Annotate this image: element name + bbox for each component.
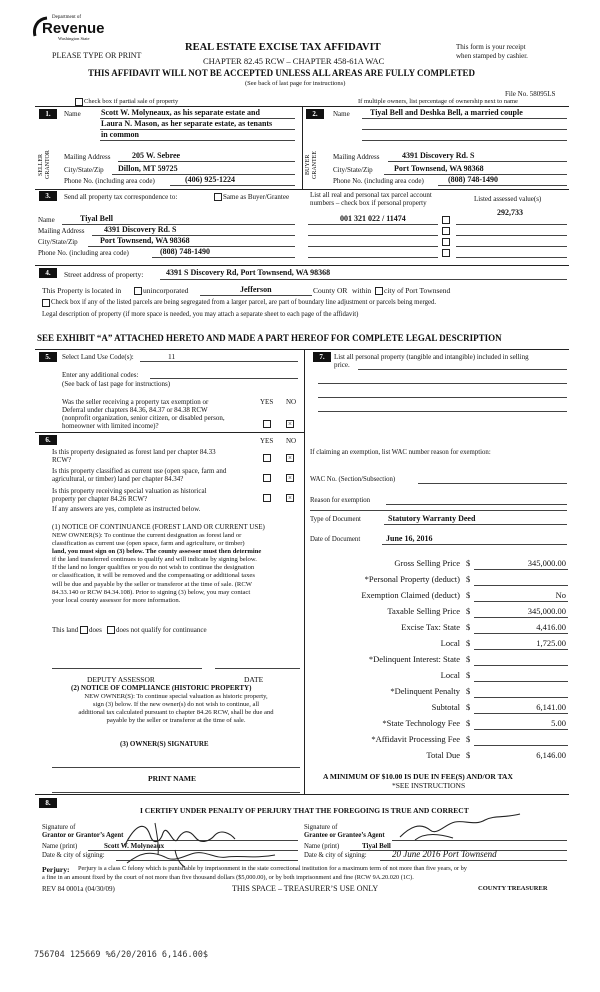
- notice1-body: [52, 532, 300, 605]
- seller-mailing-label: Mailing Address: [64, 153, 111, 161]
- current-use-no-checkbox[interactable]: ×: [286, 474, 294, 482]
- tax-city-label: City/State/Zip: [38, 238, 78, 246]
- city-of-value: city of Port Townsend: [384, 286, 451, 295]
- unincorporated-checkbox[interactable]: [134, 287, 142, 295]
- calc-currency: $: [466, 734, 471, 744]
- buyer-mailing-label: Mailing Address: [333, 153, 380, 161]
- doc-date-label: Date of Document: [310, 536, 361, 543]
- warning-text: THIS AFFIDAVIT WILL NOT BE ACCEPTED UNLESS ALL AREAS ARE FULLY COMPLETED: [88, 68, 476, 78]
- parcel-rule-4: [308, 257, 438, 258]
- deputy-sig-rule: [52, 668, 202, 669]
- please-type: PLEASE TYPE OR PRINT: [52, 51, 142, 60]
- assessed-value[interactable]: 292,733: [497, 208, 523, 217]
- exemption-q-line4: homeowner with limited income)?: [62, 422, 159, 430]
- calc-value-subtotal[interactable]: 6,141.00: [536, 702, 566, 712]
- sec5-see-back: (See back of last page for instructions): [62, 380, 171, 388]
- seller-side-label-2: GRANTOR: [45, 150, 51, 180]
- grantee-print-label: Name (print): [304, 843, 340, 850]
- calc-value-taxable[interactable]: 345,000.00: [527, 606, 566, 616]
- personal-prop-rule-4: [318, 411, 567, 412]
- grantor-sig-label-2: Grantor or Grantor’s Agent: [42, 832, 124, 839]
- receipt-note-1: This form is your receipt: [456, 43, 526, 51]
- current-use-q-line1: Is this property classified as current use (open space, farm and: [52, 467, 227, 475]
- calc-value-tech-fee[interactable]: 5.00: [551, 718, 566, 728]
- section-1-number: 1.: [39, 109, 57, 119]
- notice2-line: payable by the seller or transferor at the time of sale.: [106, 717, 246, 725]
- land-use-rule: [140, 361, 298, 362]
- notice1-line: land, you must sign on (3) below. The county assessor must then determine: [52, 548, 262, 556]
- print-name-label: PRINT NAME: [148, 774, 196, 783]
- tax-name-label: Name: [38, 216, 55, 224]
- notice2-title: (2) NOTICE OF COMPLIANCE (HISTORIC PROPERTY): [71, 684, 252, 692]
- calc-rule: [474, 585, 568, 586]
- county-treasurer: COUNTY TREASURER: [478, 885, 548, 892]
- buyer-phone-value[interactable]: (808) 748-1490: [448, 175, 498, 184]
- seller-city-label: City/State/Zip: [64, 166, 104, 174]
- parcel-list-label-2: numbers – check box if personal property: [310, 199, 427, 207]
- treasurer-stamp: 756704 125669 %6/20/2016 6,146.00$: [34, 950, 208, 960]
- personal-prop-label-1: List all personal property (tangible and intangible) included in selling: [334, 353, 529, 361]
- perjury-line2: a fine in an amount fixed by the court of not more than five thousand dollars ($5,000.00), or by both imprisonment and fine (RCW 9A.20.020 (1C).: [42, 874, 414, 881]
- tax-corr-label: Send all property tax correspondence to:: [64, 193, 178, 201]
- exhibit-text: SEE EXHIBIT “A” ATTACHED HERETO AND MADE A PART HEREOF FOR COMPLETE LEGAL DESCRIPTION: [37, 333, 502, 343]
- personal-prop-rule-1: [358, 369, 567, 370]
- logo-line1: Department of: [52, 15, 82, 20]
- divider-sec5-7: [304, 349, 305, 794]
- land-does-checkbox[interactable]: [80, 626, 88, 634]
- tax-city-value[interactable]: Port Townsend, WA 98368: [100, 236, 190, 245]
- same-as-buyer-label: Same as Buyer/Grantee: [223, 193, 290, 201]
- calc-value-total[interactable]: 6,146.00: [536, 750, 566, 760]
- forest-no-checkbox[interactable]: ×: [286, 454, 294, 462]
- calc-currency: $: [466, 750, 471, 760]
- tax-phone-label: Phone No. (including area code): [38, 249, 129, 257]
- street-label: Street address of property:: [64, 270, 144, 279]
- seller-phone-value[interactable]: (406) 925-1224: [185, 175, 235, 184]
- reason-rule-1: [386, 504, 567, 505]
- notice2-body: [48, 693, 304, 725]
- exemption-yes-checkbox[interactable]: [263, 420, 271, 428]
- calc-label-processing-fee: *Affidavit Processing Fee: [371, 734, 460, 744]
- within-label: within: [352, 286, 372, 295]
- sec6-yes-header: YES: [260, 437, 274, 445]
- section-5-number: 5.: [39, 352, 57, 362]
- grantee-date-rule: [380, 860, 567, 861]
- street-rule: [160, 279, 567, 280]
- calc-rule: [474, 601, 568, 602]
- calc-label-excise-state: Excise Tax: State: [401, 622, 460, 632]
- calc-value-excise-local[interactable]: 1,725.00: [536, 638, 566, 648]
- buyer-city-label: City/State/Zip: [333, 166, 373, 174]
- seller-name-line3[interactable]: in common: [101, 130, 139, 139]
- parcel-3-personal-checkbox[interactable]: [442, 238, 450, 246]
- tax-name-value[interactable]: Tiyal Bell: [80, 214, 113, 223]
- doc-type-label: Type of Document: [310, 516, 361, 523]
- forest-q-line1: Is this property designated as forest land per chapter 84.33: [52, 448, 216, 456]
- seller-name-label: Name: [64, 110, 81, 118]
- exemption-claim-label: If claiming an exemption, list WAC number reason for exemption:: [310, 449, 491, 456]
- rule-top-sec6: [35, 432, 305, 433]
- assessed-label: Listed assessed value(s): [474, 195, 542, 203]
- rule-top-sec8: [35, 794, 569, 795]
- partial-sale-checkbox[interactable]: [75, 98, 83, 106]
- buyer-mailing-rule: [388, 161, 567, 162]
- land-use-label: Select Land Use Code(s):: [62, 353, 134, 361]
- calc-label-penalty: *Delinquent Penalty: [390, 686, 460, 696]
- buyer-name-value[interactable]: Tiyal Bell and Deshka Bell, a married couple: [370, 108, 523, 117]
- buyer-side-label-2: GRANTEE: [312, 151, 318, 179]
- tax-mailing-value[interactable]: 4391 Discovery Rd. S: [104, 225, 177, 234]
- tax-calculation: [306, 558, 568, 758]
- notice2-line: additional tax calculated pursuant to chapter 84.26 RCW, shall be due and: [78, 709, 274, 717]
- exemption-q-line2: Deferral under chapters 84.36, 84.37 or 84.38 RCW: [62, 406, 208, 414]
- grantee-signature-icon: [395, 812, 525, 842]
- doc-type-value[interactable]: Statutory Warranty Deed: [388, 514, 476, 523]
- seller-side-label: [38, 143, 52, 187]
- logo-word: Revenue: [42, 20, 105, 37]
- calc-rule: [474, 665, 568, 666]
- sec5-yes-header: YES: [260, 398, 274, 406]
- calc-rule: [474, 681, 568, 682]
- notice1-line: If the land no longer qualifies or you do not wish to continue the designation: [52, 564, 255, 572]
- notice1-line: 84.33.140 or RCW 84.34.108). Prior to signing (3) below, you may contact: [52, 588, 251, 596]
- buyer-mailing-value[interactable]: 4391 Discovery Rd. S: [402, 151, 475, 160]
- calc-rule: [474, 633, 568, 634]
- buyer-city-value[interactable]: Port Townsend, WA 98368: [394, 164, 484, 173]
- tax-name-rule: [62, 224, 295, 225]
- additional-codes-rule: [150, 378, 298, 379]
- notice1-line: will be due and payable by the seller or transferor at the time of sale. (RCW: [52, 580, 252, 588]
- land-use-value[interactable]: 11: [168, 352, 176, 361]
- notice1-line: or classification, it will be removed and the compensating or additional taxes: [52, 572, 255, 580]
- seller-name-line3-rule: [100, 140, 295, 141]
- tax-phone-rule: [152, 257, 295, 258]
- grantee-sig-label-2: Grantee or Grantee’s Agent: [304, 832, 385, 839]
- calc-label-total: Total Due: [426, 750, 460, 760]
- calc-rule: [474, 697, 568, 698]
- owner-sig-label: (3) OWNER(S) SIGNATURE: [120, 740, 209, 748]
- calc-currency: $: [466, 718, 471, 728]
- reason-label: Reason for exemption: [310, 497, 371, 504]
- doc-date-rule: [382, 544, 567, 545]
- seller-mailing-value[interactable]: 205 W. Sebree: [132, 151, 181, 160]
- multiple-owners-note: If multiple owners, list percentage of ownership next to name: [358, 98, 518, 105]
- grantor-signature-icon: [115, 815, 295, 870]
- street-value[interactable]: 4391 S Discovery Rd, Port Townsend, WA 98368: [166, 268, 331, 277]
- personal-prop-rule-2: [318, 383, 567, 384]
- certify-text: I CERTIFY UNDER PENALTY OF PERJURY THAT THE FOREGOING IS TRUE AND CORRECT: [140, 806, 469, 815]
- personal-prop-label-2: price.: [334, 361, 350, 369]
- buyer-side-label-1: BUYER: [305, 154, 311, 176]
- notice1-line: NEW OWNER(S): To continue the current designation as forest land or: [52, 532, 242, 539]
- grantor-date-label: Date & city of signing:: [42, 852, 105, 859]
- calc-rule: [474, 713, 568, 714]
- exemption-q-line3: (nonprofit organization, senior citizen, or disabled person,: [62, 414, 225, 422]
- if-yes-note: If any answers are yes, complete as instructed below.: [52, 505, 201, 513]
- assessed-rule-3: [456, 246, 567, 247]
- within-city-checkbox[interactable]: [375, 287, 383, 295]
- grantee-sig-label-1: Signature of: [304, 824, 338, 831]
- notice2-line: sign (3) below. If the new owner(s) do not wish to continue, all: [92, 701, 260, 709]
- tax-phone-value[interactable]: (808) 748-1490: [160, 247, 210, 256]
- current-use-q-line2: agricultural, or timber) land per chapter 84.34?: [52, 475, 184, 483]
- segregated-checkbox[interactable]: [42, 299, 50, 307]
- sec6-no-header: NO: [286, 437, 297, 445]
- section-6-number: 6.: [39, 435, 57, 445]
- parcel-1-personal-checkbox[interactable]: [442, 216, 450, 224]
- historic-no-checkbox[interactable]: ×: [286, 494, 294, 502]
- calc-label-taxable: Taxable Selling Price: [387, 606, 460, 616]
- grantor-print-value[interactable]: Scott W. Molyneaux: [104, 842, 165, 850]
- minimum-due-note: A MINIMUM OF $10.00 IS DUE IN FEE(S) AND/OR TAX: [323, 772, 513, 781]
- seller-side-label-1: SELLER: [38, 154, 44, 176]
- parcel-rule-2: [308, 235, 438, 236]
- grantor-sig-label-1: Signature of: [42, 824, 76, 831]
- grantee-print-value[interactable]: Tiyal Bell: [362, 842, 391, 850]
- seller-phone-rule: [170, 185, 295, 186]
- notice1-line: classification as current use (open space, farm and agriculture, or timber): [52, 540, 245, 548]
- assessed-rule-4: [456, 257, 567, 258]
- legal-desc-label: Legal description of property (if more space is needed, you may attach a separate sheet to each page of the affidavit): [42, 311, 359, 318]
- section-7-number: 7.: [313, 352, 331, 362]
- buyer-name-rule-2: [362, 129, 567, 130]
- form-chapter: CHAPTER 82.45 RCW – CHAPTER 458-61A WAC: [203, 56, 385, 66]
- rule-top-sec3: [35, 189, 569, 190]
- deputy-date-label: DATE: [244, 675, 264, 684]
- file-number: File No. 58095LS: [505, 90, 556, 98]
- exemption-q-line1: Was the seller receiving a property tax exemption or: [62, 398, 209, 406]
- calc-label-interest-local: Local: [440, 670, 460, 680]
- calc-value-exemption[interactable]: No: [555, 590, 566, 600]
- unincorporated-label: unincorporated: [143, 286, 189, 295]
- rule-top-sec4: [35, 265, 569, 266]
- buyer-name-label: Name: [333, 110, 350, 118]
- calc-rule: [474, 745, 568, 746]
- buyer-name-rule-1: [362, 118, 567, 119]
- seller-phone-label: Phone No. (including area code): [64, 177, 155, 185]
- county-rule: [200, 295, 312, 296]
- same-as-buyer-checkbox[interactable]: [214, 193, 222, 201]
- grantor-print-label: Name (print): [42, 843, 78, 850]
- notice1-line: your local county assessor for more information.: [52, 596, 181, 604]
- located-text: This Property is located in: [42, 286, 122, 295]
- this-land-label: This land: [52, 626, 79, 634]
- buyer-phone-rule: [438, 185, 567, 186]
- calc-currency: $: [466, 558, 471, 568]
- buyer-side-label: [305, 143, 319, 187]
- parcel-list-label-1: List all real and personal tax parcel account: [310, 191, 432, 199]
- land-does-not-checkbox[interactable]: [107, 626, 115, 634]
- exemption-no-checkbox[interactable]: ×: [286, 420, 294, 428]
- section-8-number: 8.: [39, 798, 57, 808]
- deputy-assessor-label: DEPUTY ASSESSOR: [87, 675, 155, 684]
- additional-codes-label: Enter any additional codes:: [62, 371, 139, 379]
- calc-currency: $: [466, 654, 471, 664]
- tax-mailing-label: Mailing Address: [38, 227, 85, 235]
- rev-number: REV 84 0001a (04/30/09): [42, 885, 115, 893]
- form-title: REAL ESTATE EXCISE TAX AFFIDAVIT: [185, 42, 381, 53]
- doc-date-value[interactable]: June 16, 2016: [386, 534, 433, 543]
- deputy-date-rule: [215, 668, 300, 669]
- section-2-number: 2.: [306, 109, 324, 119]
- wac-label: WAC No. (Section/Subsection): [310, 476, 396, 483]
- perjury-line1: Perjury is a class C felony which is punishable by imprisonment in the state correctional institution for a maximum term of not more than five years, or by: [78, 865, 467, 872]
- seller-name-line1[interactable]: Scott W. Molyneaux, as his separate estate and: [101, 108, 260, 117]
- treasurer-space: THIS SPACE – TREASURER’S USE ONLY: [232, 884, 379, 893]
- calc-currency: $: [466, 622, 471, 632]
- calc-label-gross: Gross Selling Price: [394, 558, 460, 568]
- notice1-line: if the land transferred continues to qualify and will indicate by signing below.: [52, 556, 257, 564]
- see-instructions-note: *SEE INSTRUCTIONS: [392, 781, 466, 790]
- historic-q-line1: Is this property receiving special valuation as historical: [52, 487, 207, 495]
- rule-top-sec5: [35, 349, 569, 350]
- grantee-date-label: Date & city of signing:: [304, 852, 367, 859]
- seller-name-line2[interactable]: Laura N. Mason, as her separate estate, as tenants: [101, 119, 273, 128]
- calc-label-exemption: Exemption Claimed (deduct): [361, 590, 460, 600]
- calc-label-personal: *Personal Property (deduct): [364, 574, 460, 584]
- owner-sig-rule: [52, 767, 300, 768]
- section-4-number: 4.: [39, 268, 57, 278]
- assessed-rule-1: [456, 224, 567, 225]
- calc-currency: $: [466, 606, 471, 616]
- seller-city-value[interactable]: Dillon, MT 59725: [118, 164, 178, 173]
- historic-q-line2: property per chapter 84.26 RCW?: [52, 495, 148, 503]
- receipt-note-2: when stamped by cashier.: [456, 52, 528, 60]
- calc-rule: [474, 569, 568, 570]
- county-or-label: County OR: [313, 286, 348, 295]
- parcel-rule-3: [308, 246, 438, 247]
- grantee-date-city-value[interactable]: 20 June 2016 Port Townsend: [392, 849, 497, 859]
- calc-currency: $: [466, 670, 471, 680]
- calc-currency: $: [466, 638, 471, 648]
- calc-value-gross[interactable]: 345,000.00: [527, 558, 566, 568]
- seller-mailing-rule: [118, 161, 295, 162]
- partial-sale-label: Check box if partial sale of property: [84, 98, 179, 105]
- segregated-label: Check box if any of the listed parcels are being segregated from a larger parcel, are part of boundary line adjustment or parcels being merged.: [51, 299, 437, 306]
- current-use-yes-checkbox[interactable]: [263, 474, 271, 482]
- print-name-rule: [52, 792, 300, 793]
- calc-currency: $: [466, 590, 471, 600]
- wac-rule: [418, 483, 567, 484]
- parcel-number[interactable]: 001 321 022 / 11474: [340, 214, 406, 223]
- calc-currency: $: [466, 574, 471, 584]
- assessed-rule-2: [456, 235, 567, 236]
- buyer-phone-label: Phone No. (including area code): [333, 177, 424, 185]
- calc-label-interest-state: *Delinquent Interest: State: [368, 654, 460, 664]
- notice2-line: NEW OWNER(S): To continue special valuation as historic property,: [84, 693, 268, 700]
- parcel-2-personal-checkbox[interactable]: [442, 227, 450, 235]
- calc-label-subtotal: Subtotal: [431, 702, 460, 712]
- calc-rule: [474, 649, 568, 650]
- calc-currency: $: [466, 686, 471, 696]
- forest-yes-checkbox[interactable]: [263, 454, 271, 462]
- calc-rule: [474, 729, 568, 730]
- calc-currency: $: [466, 702, 471, 712]
- parcel-rule-1: [308, 224, 438, 225]
- see-back-note: (See back of last page for instructions): [245, 80, 346, 87]
- personal-prop-rule-3: [318, 397, 567, 398]
- calc-label-tech-fee: *State Technology Fee: [382, 718, 460, 728]
- dor-logo: [30, 14, 110, 44]
- buyer-name-rule-3: [362, 140, 567, 141]
- doc-type-rule: [384, 524, 567, 525]
- perjury-label: Perjury:: [42, 865, 70, 874]
- land-does-label: does: [89, 626, 102, 634]
- logo-line2: Washington State: [58, 36, 90, 41]
- forest-q-line2: RCW?: [52, 456, 72, 464]
- notice1-title: (1) NOTICE OF CONTINUANCE (FOREST LAND OR CURRENT USE): [52, 523, 265, 531]
- parcel-4-personal-checkbox[interactable]: [442, 249, 450, 257]
- reason-rule-2: [310, 510, 567, 511]
- sec5-no-header: NO: [286, 398, 297, 406]
- historic-yes-checkbox[interactable]: [263, 494, 271, 502]
- divider-sec1-2: [302, 106, 303, 189]
- calc-rule: [474, 617, 568, 618]
- calc-label-excise-local: Local: [440, 638, 460, 648]
- section-3-number: 3.: [39, 191, 57, 201]
- land-does-not-label: does not qualify for continuance: [116, 626, 207, 634]
- county-value[interactable]: Jefferson: [240, 285, 272, 294]
- calc-value-excise-state[interactable]: 4,416.00: [536, 622, 566, 632]
